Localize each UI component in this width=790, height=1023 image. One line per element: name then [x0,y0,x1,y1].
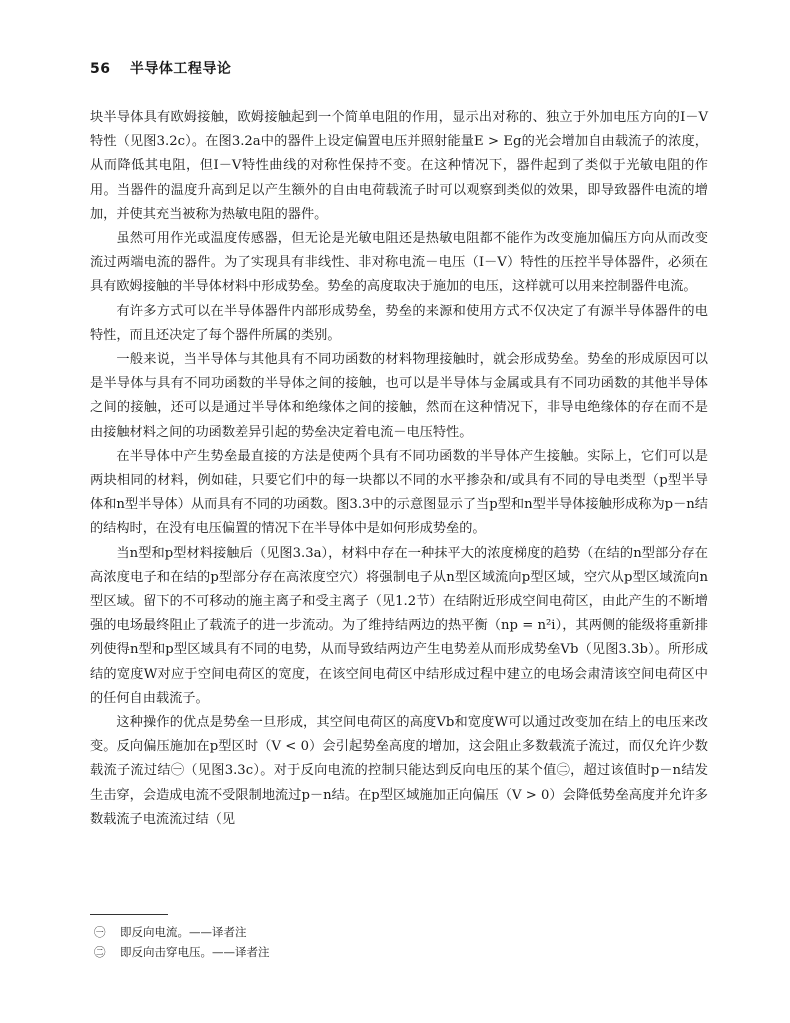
paragraph-7: 这种操作的优点是势垒一旦形成，其空间电荷区的高度Vb和宽度W可以通过改变加在结上的电压来改变。反向偏压施加在p型区时（V < 0）会引起势垒高度的增加，这会阻止多数载流子流过，而仅允许少数载流子流过结㊀（见图3.3c）。对于反向电流的控制只能达到反向电压的某个值㊁，超过该值时p－n结发生击穿，会造成电流不受限制地流过p－n结。在p型区域施加正向偏压（V > 0）会降低势垒高度并允许多数载流子电流流过结（见 [90,715,708,827]
paragraph-5: 在半导体中产生势垒最直接的方法是使两个具有不同功函数的半导体产生接触。实际上，它们可以是两块相同的材料，例如硅，只要它们中的每一块都以不同的水平掺杂和/或具有不同的导电类型（p型半导体和n型半导体）从而具有不同的功函数。图3.3中的示意图显示了当p型和n型半导体接触形成称为p－n结的结构时，在没有电压偏置的情况下在半导体中是如何形成势垒的。 [90,448,708,537]
footnote-1 [90,922,690,942]
footnote-2 [90,942,690,962]
running-title: 半导体工程导论 [129,61,232,77]
paragraph-2: 虽然可用作光或温度传感器，但无论是光敏电阻还是热敏电阻都不能作为改变施加偏压方向从而改变流过两端电流的器件。为了实现具有非线性、非对称电流－电压（I－V）特性的压控半导体器件，必须在具有欧姆接触的半导体材料中形成势垒。势垒的高度取决于施加的电压，这样就可以用来控制器件电流。 [90,231,708,295]
paragraph-4: 一般来说，当半导体与其他具有不同功函数的材料物理接触时，就会形成势垒。势垒的形成原因可以是半导体与具有不同功函数的半导体之间的接触，也可以是半导体与金属或具有不同功函数的其他半导体之间的接触，还可以是通过半导体和绝缘体之间的接触，然而在这种情况下，非导电绝缘体的存在而不是由接触材料之间的功函数差异引起的势垒决定着电流－电压特性。 [90,352,708,440]
paragraph-6: 当n型和p型材料接触后（见图3.3a），材料中存在一种抹平大的浓度梯度的趋势（在结的n型部分存在高浓度电子和在结的p型部分存在高浓度空穴）将强制电子从n型区域流向p型区域，空穴从p型区域流向n型区域。留下的不可移动的施主离子和受主离子（见1.2节）在结附近形成空间电荷区，由此产生的不断增强的电场最终阻止了载流子的进一步流动。为了维持结两边的热平衡（np = n²i），其两侧的能级将重新排列使得n型和p型区域具有不同的电势，从而导致结两边产生电势差从而形成势垒Vb（见图3.3b）。所形成结的宽度W对应于空间电荷区的宽度，在该空间电荷区中结形成过程中建立的电场会肃清该空间电荷区中的任何自由载流子。 [90,545,708,706]
paragraph-1: 块半导体具有欧姆接触，欧姆接触起到一个简单电阻的作用，显示出对称的、独立于外加电压方向的I－V特性（见图3.2c）。在图3.2a中的器件上设定偏置电压并照射能量E > Eg的光会增加自由载流子的浓度，从而降低其电阻，但I－V特性曲线的对称性保持不变。在这种情况下，器件起到了类似于光敏电阻的作用。当器件的温度升高到足以产生额外的自由电荷载流子时可以观察到类似的效果，即导致器件电流的增加，并使其充当被称为热敏电阻的器件。 [90,110,708,222]
footnote-text: 即反向电流。——译者注 [120,925,247,939]
footnotes [90,922,690,962]
main-text [90,106,708,832]
page-header [90,58,231,78]
footnote-text: 即反向击穿电压。——译者注 [120,945,270,959]
footnote-mark: ㊀ [94,925,106,939]
footnote-divider [90,914,168,915]
page-number: 56 [90,61,111,77]
paragraph-3: 有许多方式可以在半导体器件内部形成势垒，势垒的来源和使用方式不仅决定了有源半导体器件的电特性，而且还决定了每个器件所属的类别。 [90,303,708,343]
footnote-mark: ㊁ [94,945,106,959]
